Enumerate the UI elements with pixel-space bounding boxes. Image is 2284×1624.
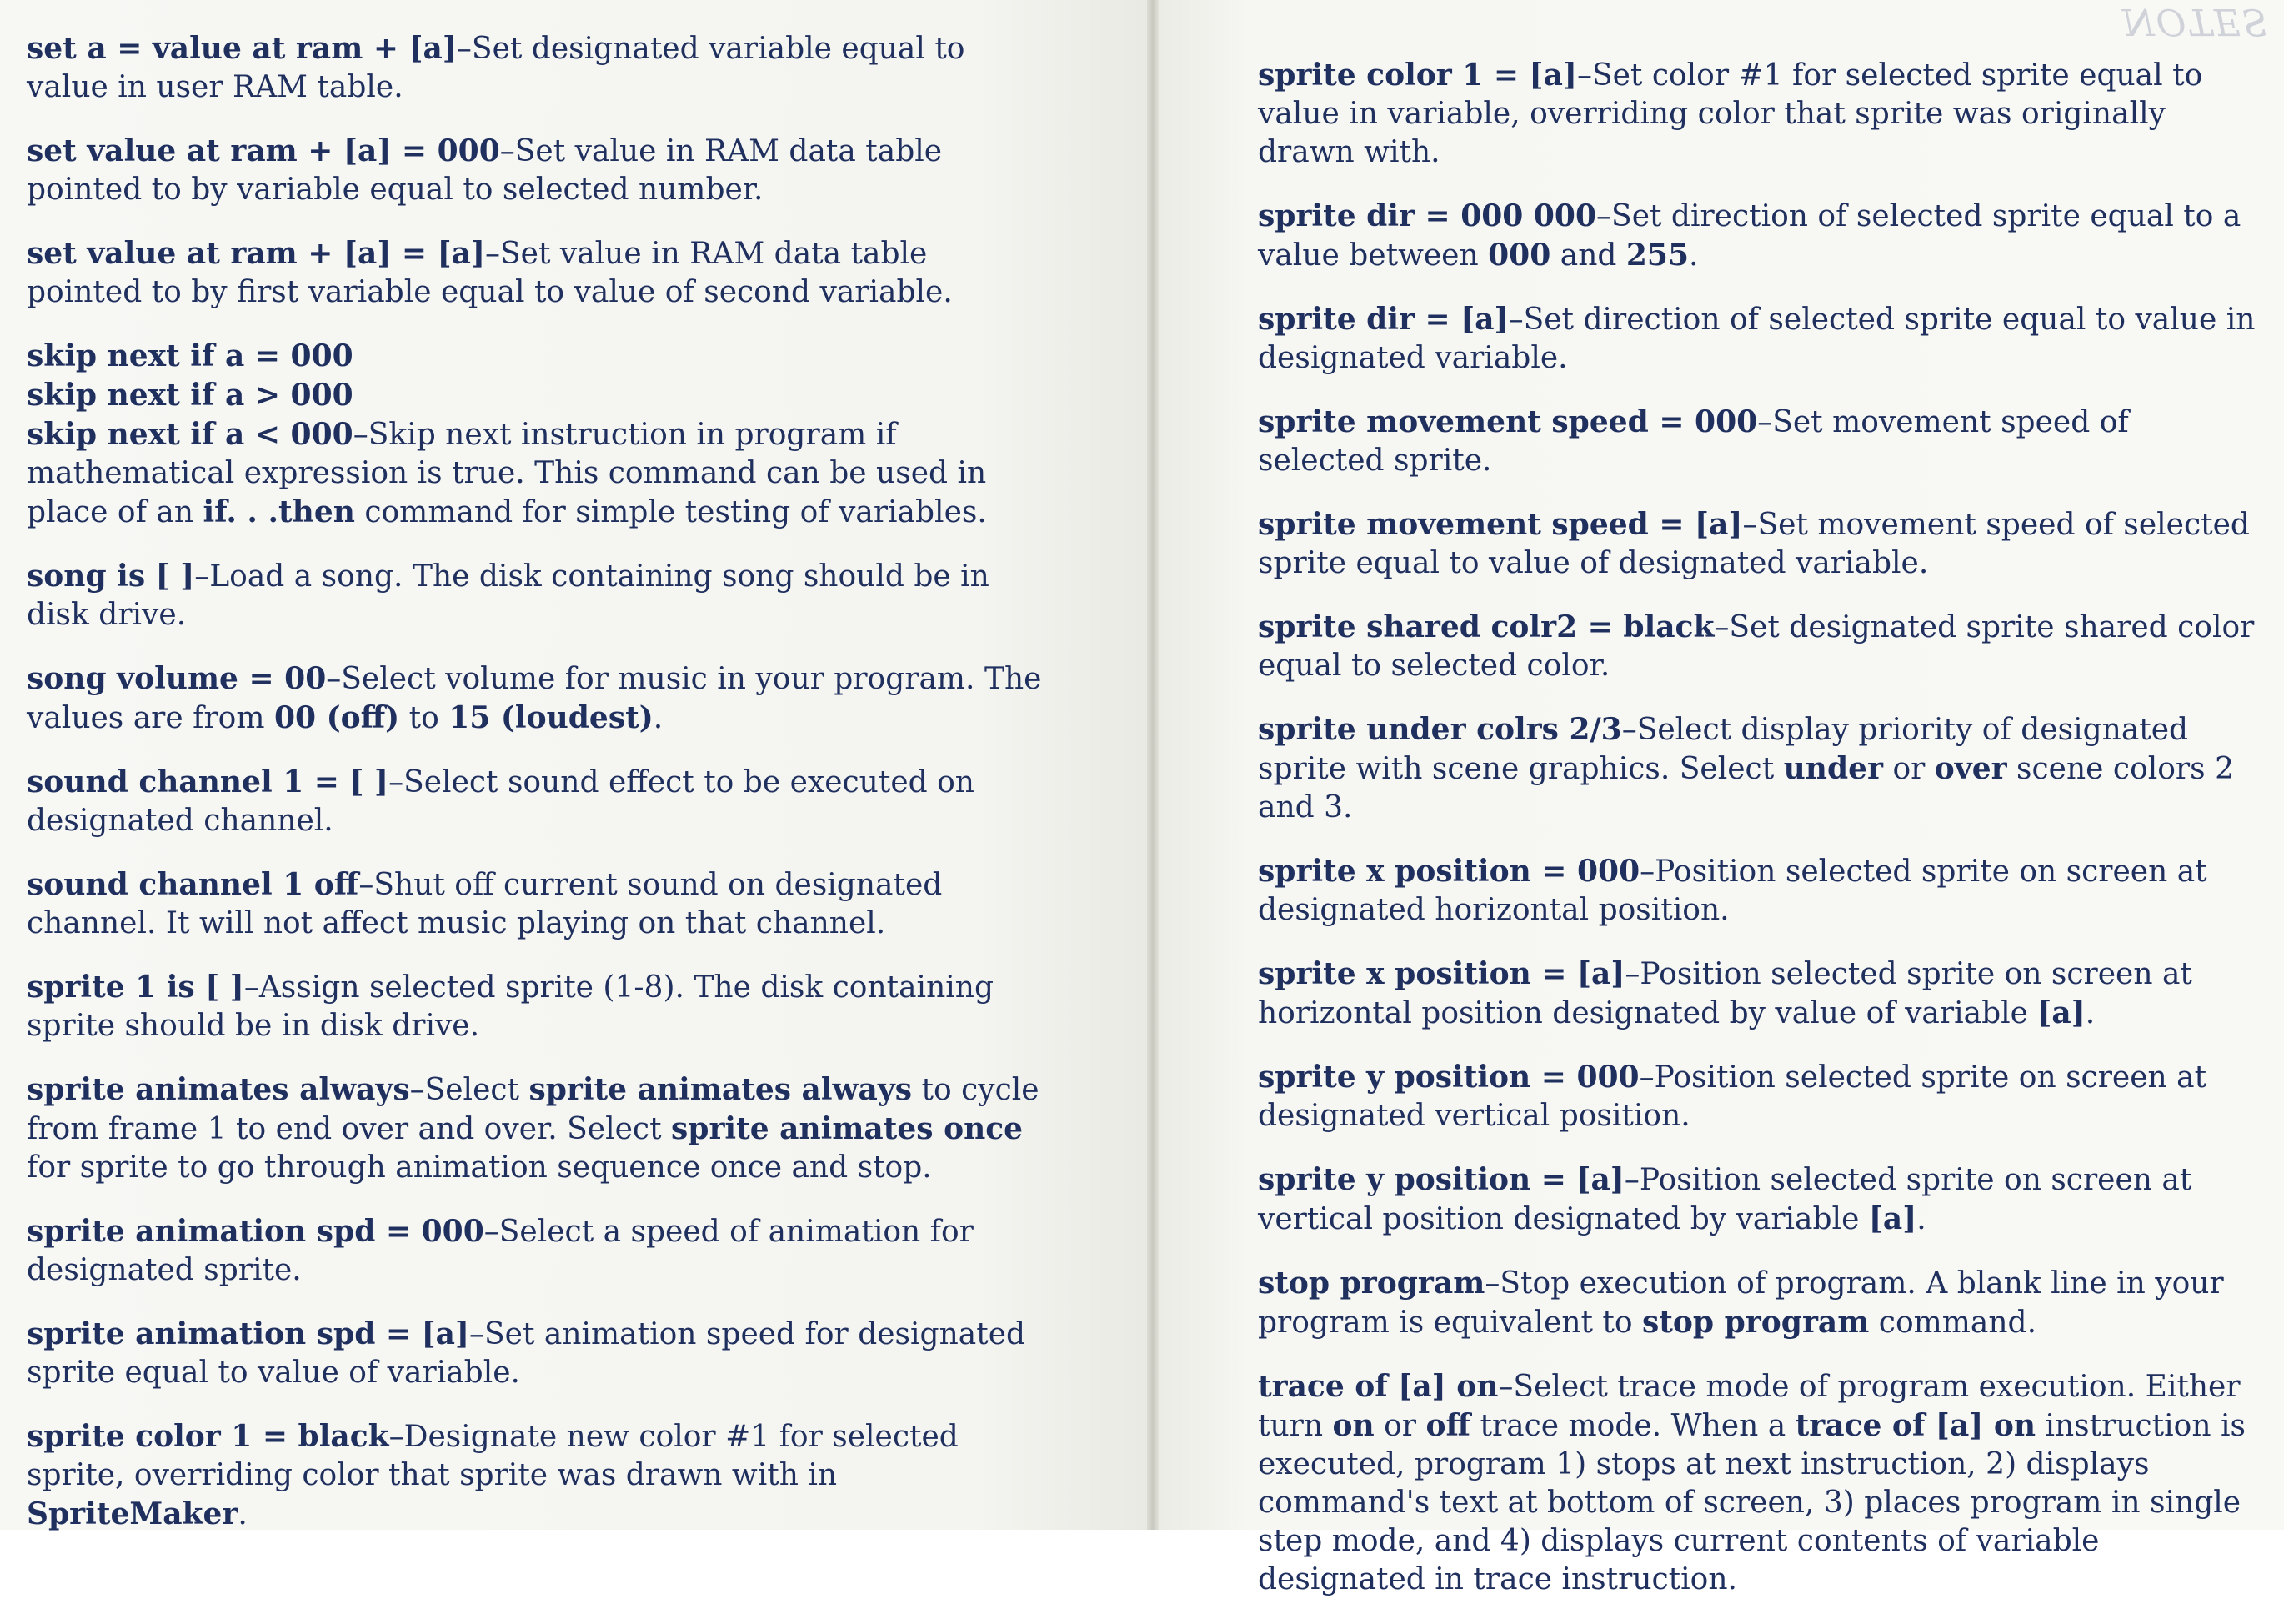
command-description: command for simple testing of variables. — [354, 495, 987, 529]
inline-emphasis: off — [1425, 1408, 1471, 1443]
command-line — [1258, 710, 2256, 827]
command-line — [27, 337, 1048, 376]
command-entry — [27, 1212, 1048, 1290]
command-description: . — [2085, 996, 2096, 1030]
command-line — [27, 415, 1048, 532]
command-name: sprite animation spd = [a] — [27, 1316, 469, 1351]
command-description: . — [1916, 1202, 1926, 1236]
command-description: for sprite to go through animation sequence once and stop. — [27, 1150, 932, 1185]
inline-emphasis: 255 — [1625, 238, 1690, 273]
command-line — [1258, 403, 2256, 480]
command-line — [1258, 56, 2256, 172]
command-description: –Set color #1 for selected sprite equal to value in variable, overriding color that sprite was originally drawn with. — [1258, 58, 2203, 169]
command-entry — [1258, 1264, 2256, 1342]
command-entry — [27, 132, 1048, 209]
command-line — [1258, 1058, 2256, 1135]
command-name: sound channel 1 = [ ] — [27, 764, 389, 799]
command-entry — [27, 29, 1048, 107]
command-line — [27, 1070, 1048, 1187]
command-entry — [27, 234, 1048, 312]
command-name: sprite x position = 000 — [1258, 854, 1640, 889]
inline-emphasis: sprite animates always — [528, 1072, 913, 1107]
command-description: –Shut off current sound on designated channel. It will not affect music playing on that channel. — [27, 868, 943, 940]
command-line — [27, 865, 1048, 943]
command-name: sprite movement speed = [a] — [1258, 507, 1743, 542]
command-description: –Select display priority of designated sprite with scene graphics. Select — [1258, 713, 2189, 786]
command-name: sprite animation spd = 000 — [27, 1214, 484, 1249]
inline-emphasis: if. . .then — [203, 494, 355, 529]
command-entry — [27, 1070, 1048, 1187]
command-entry — [1258, 852, 2256, 930]
command-description: –Select — [409, 1073, 529, 1107]
command-name: set value at ram + [a] = [a] — [27, 236, 485, 271]
left-page — [0, 0, 1147, 1530]
command-entry — [27, 968, 1048, 1045]
inline-emphasis: 15 (loudest) — [448, 700, 654, 735]
command-description: –Set direction of selected sprite equal to value in designated variable. — [1258, 303, 2256, 375]
command-line — [27, 1315, 1048, 1392]
command-name: sprite movement speed = 000 — [1258, 404, 1758, 439]
command-description: –Set animation speed for designated sprite equal to value of variable. — [27, 1317, 1026, 1390]
command-description: –Position selected sprite on screen at designated horizontal position. — [1258, 855, 2207, 927]
command-line — [1258, 300, 2256, 378]
command-line — [1258, 197, 2256, 275]
inline-emphasis: 000 — [1488, 238, 1551, 273]
command-description: . — [1689, 238, 1699, 273]
inline-emphasis: over — [1934, 751, 2007, 786]
command-name: sprite 1 is [ ] — [27, 970, 244, 1005]
command-name: sprite shared colr2 = black — [1258, 609, 1715, 644]
command-description: and — [1550, 238, 1626, 273]
command-description: scene colors 2 and 3. — [1258, 752, 2234, 825]
command-description: –Position selected sprite on screen at designated vertical position. — [1258, 1060, 2207, 1133]
command-description: –Select a speed of animation for designated sprite. — [27, 1215, 974, 1287]
command-description: –Select sound effect to be executed on designated channel. — [27, 765, 974, 838]
inline-emphasis: 00 (off) — [273, 700, 400, 735]
command-name: sprite dir = 000 000 — [1258, 198, 1597, 233]
command-line — [1258, 608, 2256, 685]
command-description: –Set movement speed of selected sprite. — [1258, 405, 2129, 478]
command-name: stop program — [1258, 1266, 1485, 1301]
command-description: . — [238, 1497, 248, 1531]
command-description: –Set direction of selected sprite equal to a value between — [1258, 199, 2241, 273]
command-name: song volume = 00 — [27, 661, 327, 696]
command-name: sprite x position = [a] — [1258, 956, 1625, 991]
command-entry — [27, 659, 1048, 738]
command-entry — [1258, 710, 2256, 827]
bleed-through-heading: NOTES — [2121, 0, 2269, 43]
book-gutter — [1147, 0, 1159, 1530]
command-name: set value at ram + [a] = 000 — [27, 133, 500, 168]
command-entry — [27, 865, 1048, 943]
command-description: instruction is executed, program 1) stops at next instruction, 2) displays command's text at bottom of screen, 3) places program in single step mode, and 4) displays current contents of variable designated in trace instruction. — [1258, 1409, 2246, 1596]
command-line — [27, 234, 1048, 312]
inline-emphasis: [a] — [1868, 1201, 1917, 1236]
command-entry — [1258, 505, 2256, 583]
command-entry — [1258, 300, 2256, 378]
right-column — [1258, 56, 2256, 1624]
inline-emphasis: sprite animates once — [671, 1111, 1024, 1146]
command-description: or — [1883, 752, 1935, 786]
command-description: to — [399, 701, 449, 735]
command-line — [27, 132, 1048, 209]
command-description: –Load a song. The disk containing song should be in disk drive. — [27, 559, 989, 632]
command-entry — [27, 557, 1048, 634]
command-line — [1258, 505, 2256, 583]
command-line — [1258, 1264, 2256, 1342]
command-name: sprite under colrs 2/3 — [1258, 712, 1622, 747]
command-entry — [1258, 56, 2256, 172]
command-description: command. — [1869, 1306, 2037, 1340]
command-description: –Stop execution of program. A blank line in your program is equivalent to — [1258, 1266, 2224, 1340]
command-entry — [1258, 1058, 2256, 1135]
command-name: skip next if a = 000 — [27, 338, 353, 373]
command-entry — [1258, 403, 2256, 480]
inline-emphasis: under — [1783, 751, 1883, 786]
command-description: –Position selected sprite on screen at horizontal position designated by value of variable — [1258, 957, 2192, 1030]
command-name: song is [ ] — [27, 559, 195, 594]
command-entry — [1258, 608, 2256, 685]
command-name: sprite color 1 = black — [27, 1419, 389, 1454]
command-name: skip next if a < 000 — [27, 417, 353, 452]
command-line — [27, 29, 1048, 107]
command-name: set a = value at ram + [a] — [27, 31, 457, 66]
command-description: or — [1374, 1409, 1426, 1443]
command-entry — [27, 763, 1048, 840]
command-description: trace mode. When a — [1470, 1409, 1796, 1443]
command-description: –Set value in RAM data table pointed to by variable equal to selected number. — [27, 134, 943, 207]
inline-emphasis: stop program — [1642, 1305, 1870, 1340]
command-entry — [1258, 955, 2256, 1033]
command-entry — [27, 1417, 1048, 1534]
command-description: –Designate new color #1 for selected sprite, overriding color that sprite was drawn with in — [27, 1420, 959, 1492]
command-description: –Assign selected sprite (1-8). The disk containing sprite should be in disk drive. — [27, 970, 994, 1043]
right-page — [1159, 0, 2284, 1596]
command-description: –Skip next instruction in program if mathematical expression is true. This command can be used in place of an — [27, 418, 987, 529]
command-line — [1258, 852, 2256, 930]
command-line — [1258, 955, 2256, 1033]
command-entry — [1258, 1367, 2256, 1599]
inline-emphasis: trace of [a] on — [1795, 1408, 2036, 1443]
command-line — [27, 659, 1048, 738]
command-line — [27, 763, 1048, 840]
command-line — [1258, 1367, 2256, 1599]
command-line — [27, 1212, 1048, 1290]
command-description: –Set designated sprite shared color equal to selected color. — [1258, 610, 2255, 683]
command-description: –Set movement speed of selected sprite equal to value of designated variable. — [1258, 508, 2250, 580]
command-entry — [1258, 1160, 2256, 1239]
command-name: sprite y position = [a] — [1258, 1162, 1625, 1197]
inline-emphasis: SpriteMaker — [27, 1496, 238, 1531]
command-description: –Position selected sprite on screen at vertical position designated by variable — [1258, 1163, 2192, 1236]
command-line — [27, 1417, 1048, 1534]
command-name: sprite y position = 000 — [1258, 1060, 1640, 1095]
command-entry — [1258, 197, 2256, 275]
command-entry — [27, 337, 1048, 532]
command-name: trace of [a] on — [1258, 1369, 1499, 1404]
command-name: sprite animates always — [27, 1072, 410, 1107]
command-line — [27, 968, 1048, 1045]
command-description: –Set designated variable equal to value in user RAM table. — [27, 32, 965, 104]
command-name: sprite dir = [a] — [1258, 302, 1509, 337]
command-description: –Select volume for music in your program. The values are from — [27, 662, 1042, 735]
command-description: –Select trace mode of program execution. Either turn — [1258, 1370, 2241, 1443]
command-name: sprite color 1 = [a] — [1258, 58, 1577, 93]
command-name: skip next if a > 000 — [27, 378, 353, 413]
command-line — [27, 376, 1048, 415]
command-line — [1258, 1160, 2256, 1239]
command-description: –Set value in RAM data table pointed to by first variable equal to value of second variable. — [27, 237, 953, 309]
inline-emphasis: on — [1332, 1408, 1375, 1443]
left-column — [27, 29, 1048, 1559]
command-entry — [27, 1315, 1048, 1392]
command-line — [27, 557, 1048, 634]
command-description: . — [653, 701, 664, 735]
command-description: to cycle from frame 1 to end over and over. Select — [27, 1073, 1039, 1146]
inline-emphasis: [a] — [2037, 995, 2086, 1030]
command-name: sound channel 1 off — [27, 867, 359, 902]
